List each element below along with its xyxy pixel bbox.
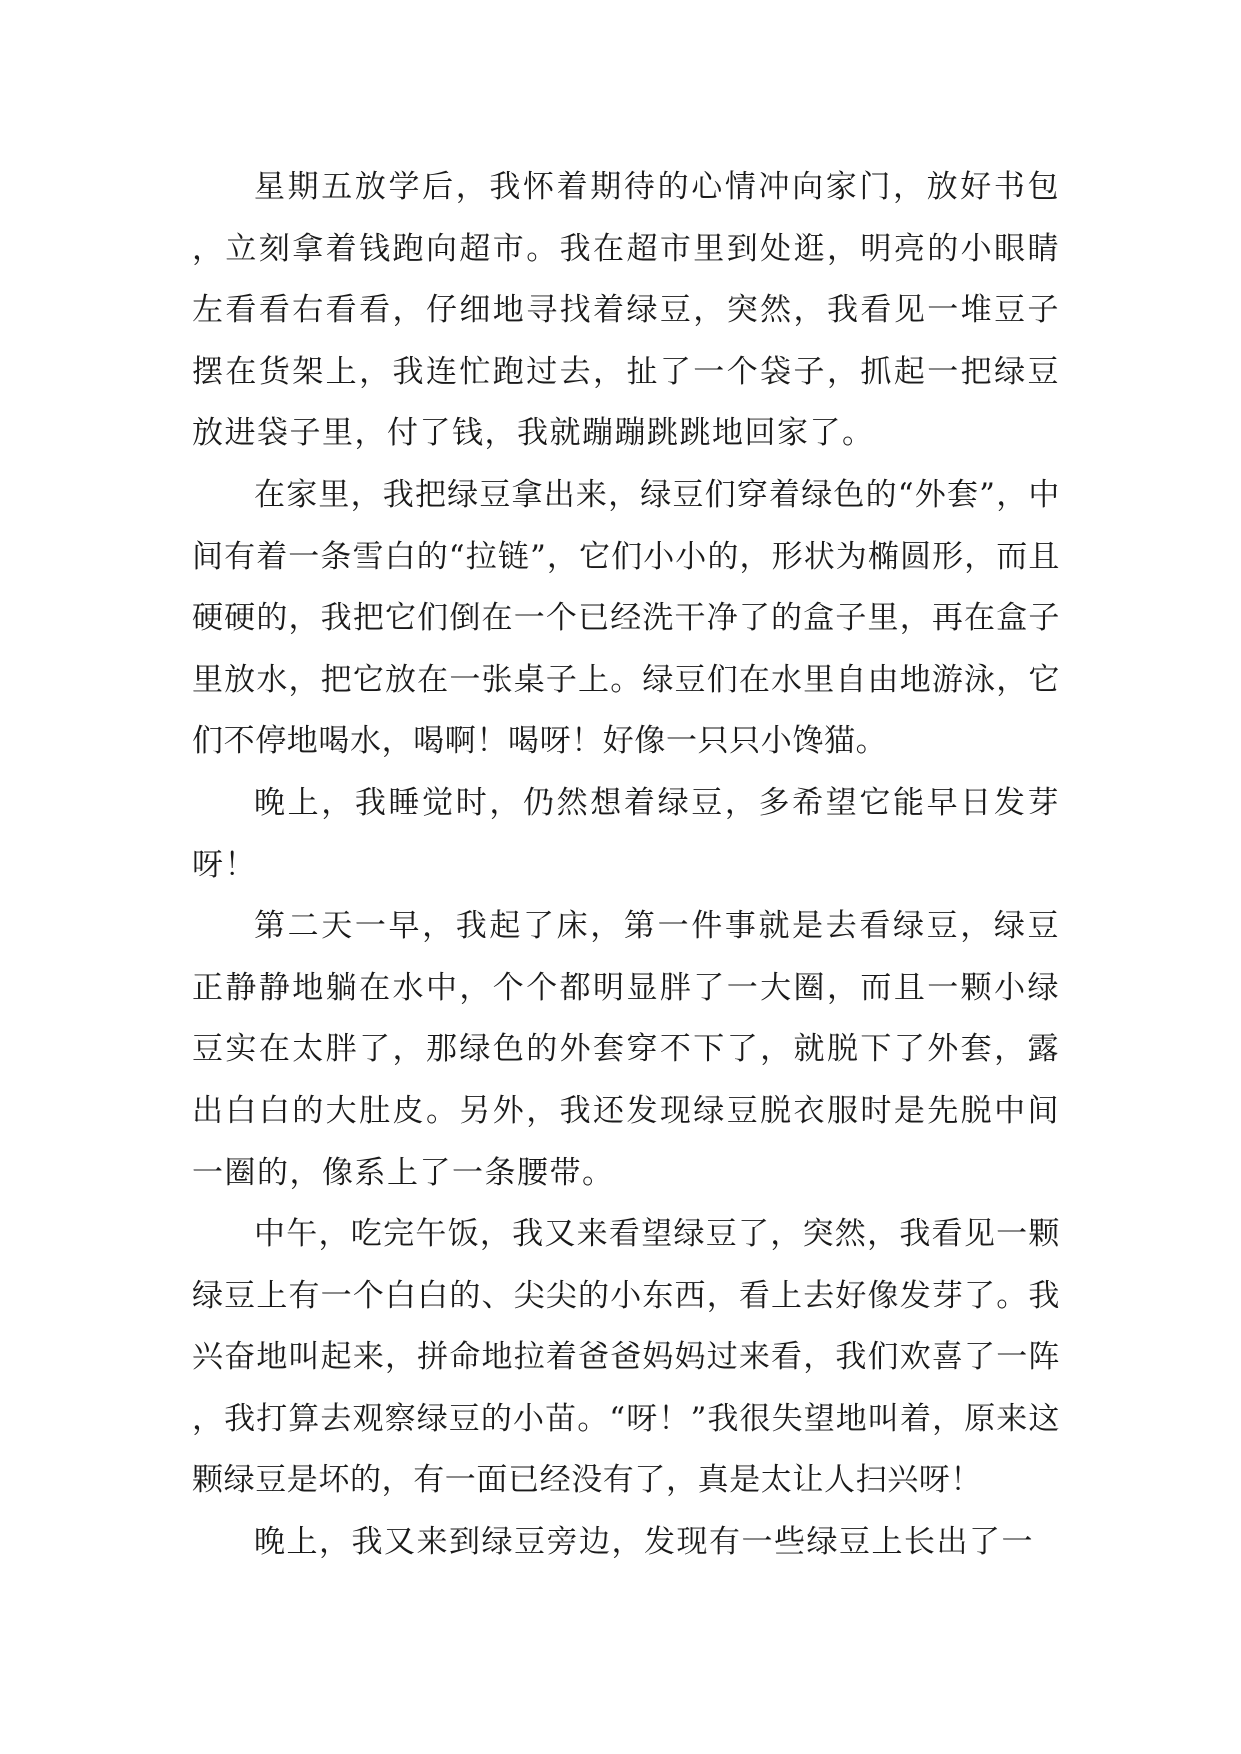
paragraph-6: 晚上，我又来到绿豆旁边，发现有一些绿豆上长出了一: [254, 1524, 1034, 1561]
paragraph-5: 中午，吃完午饭，我又来看望绿豆了，突然，我看见一颗绿豆上有一个白白的、尖尖的小东西，看上去好像发芽了。我兴奋地叫起来，拼命地拉着爸爸妈妈过来看，我们欢喜了一阵，我打算去观察绿豆的小苗。“呀！”我很失望地叫着，原来这颗绿豆是坏的，有一面已经没有了，真是太让人扫兴呀！: [192, 1216, 1060, 1499]
document-body: [192, 157, 1060, 1574]
paragraph-3: 晚上，我睡觉时，仍然想着绿豆，多希望它能早日发芽呀！: [192, 784, 1060, 883]
paragraph-2: 在家里，我把绿豆拿出来，绿豆们穿着绿色的“外套”，中间有着一条雪白的“拉链”，它们小小的，形状为椭圆形，而且硬硬的，我把它们倒在一个已经洗干净了的盒子里，再在盒子里放水，把它放在一张桌子上。绿豆们在水里自由地游泳，它们不停地喝水，喝啊！喝呀！好像一只只小馋猫。: [192, 476, 1060, 760]
paragraph-4: 第二天一早，我起了床，第一件事就是去看绿豆，绿豆正静静地躺在水中，个个都明显胖了一大圈，而且一颗小绿豆实在太胖了，那绿色的外套穿不下了，就脱下了外套，露出白白的大肚皮。另外，我还发现绿豆脱衣服时是先脱中间一圈的，像系上了一条腰带。: [192, 908, 1060, 1191]
paragraph-1: 星期五放学后，我怀着期待的心情冲向家门，放好书包，立刻拿着钱跑向超市。我在超市里到处逛，明亮的小眼睛左看看右看看，仔细地寻找着绿豆，突然，我看见一堆豆子摆在货架上，我连忙跑过去，扯了一个袋子，抓起一把绿豆放进袋子里，付了钱，我就蹦蹦跳跳地回家了。: [192, 169, 1060, 452]
